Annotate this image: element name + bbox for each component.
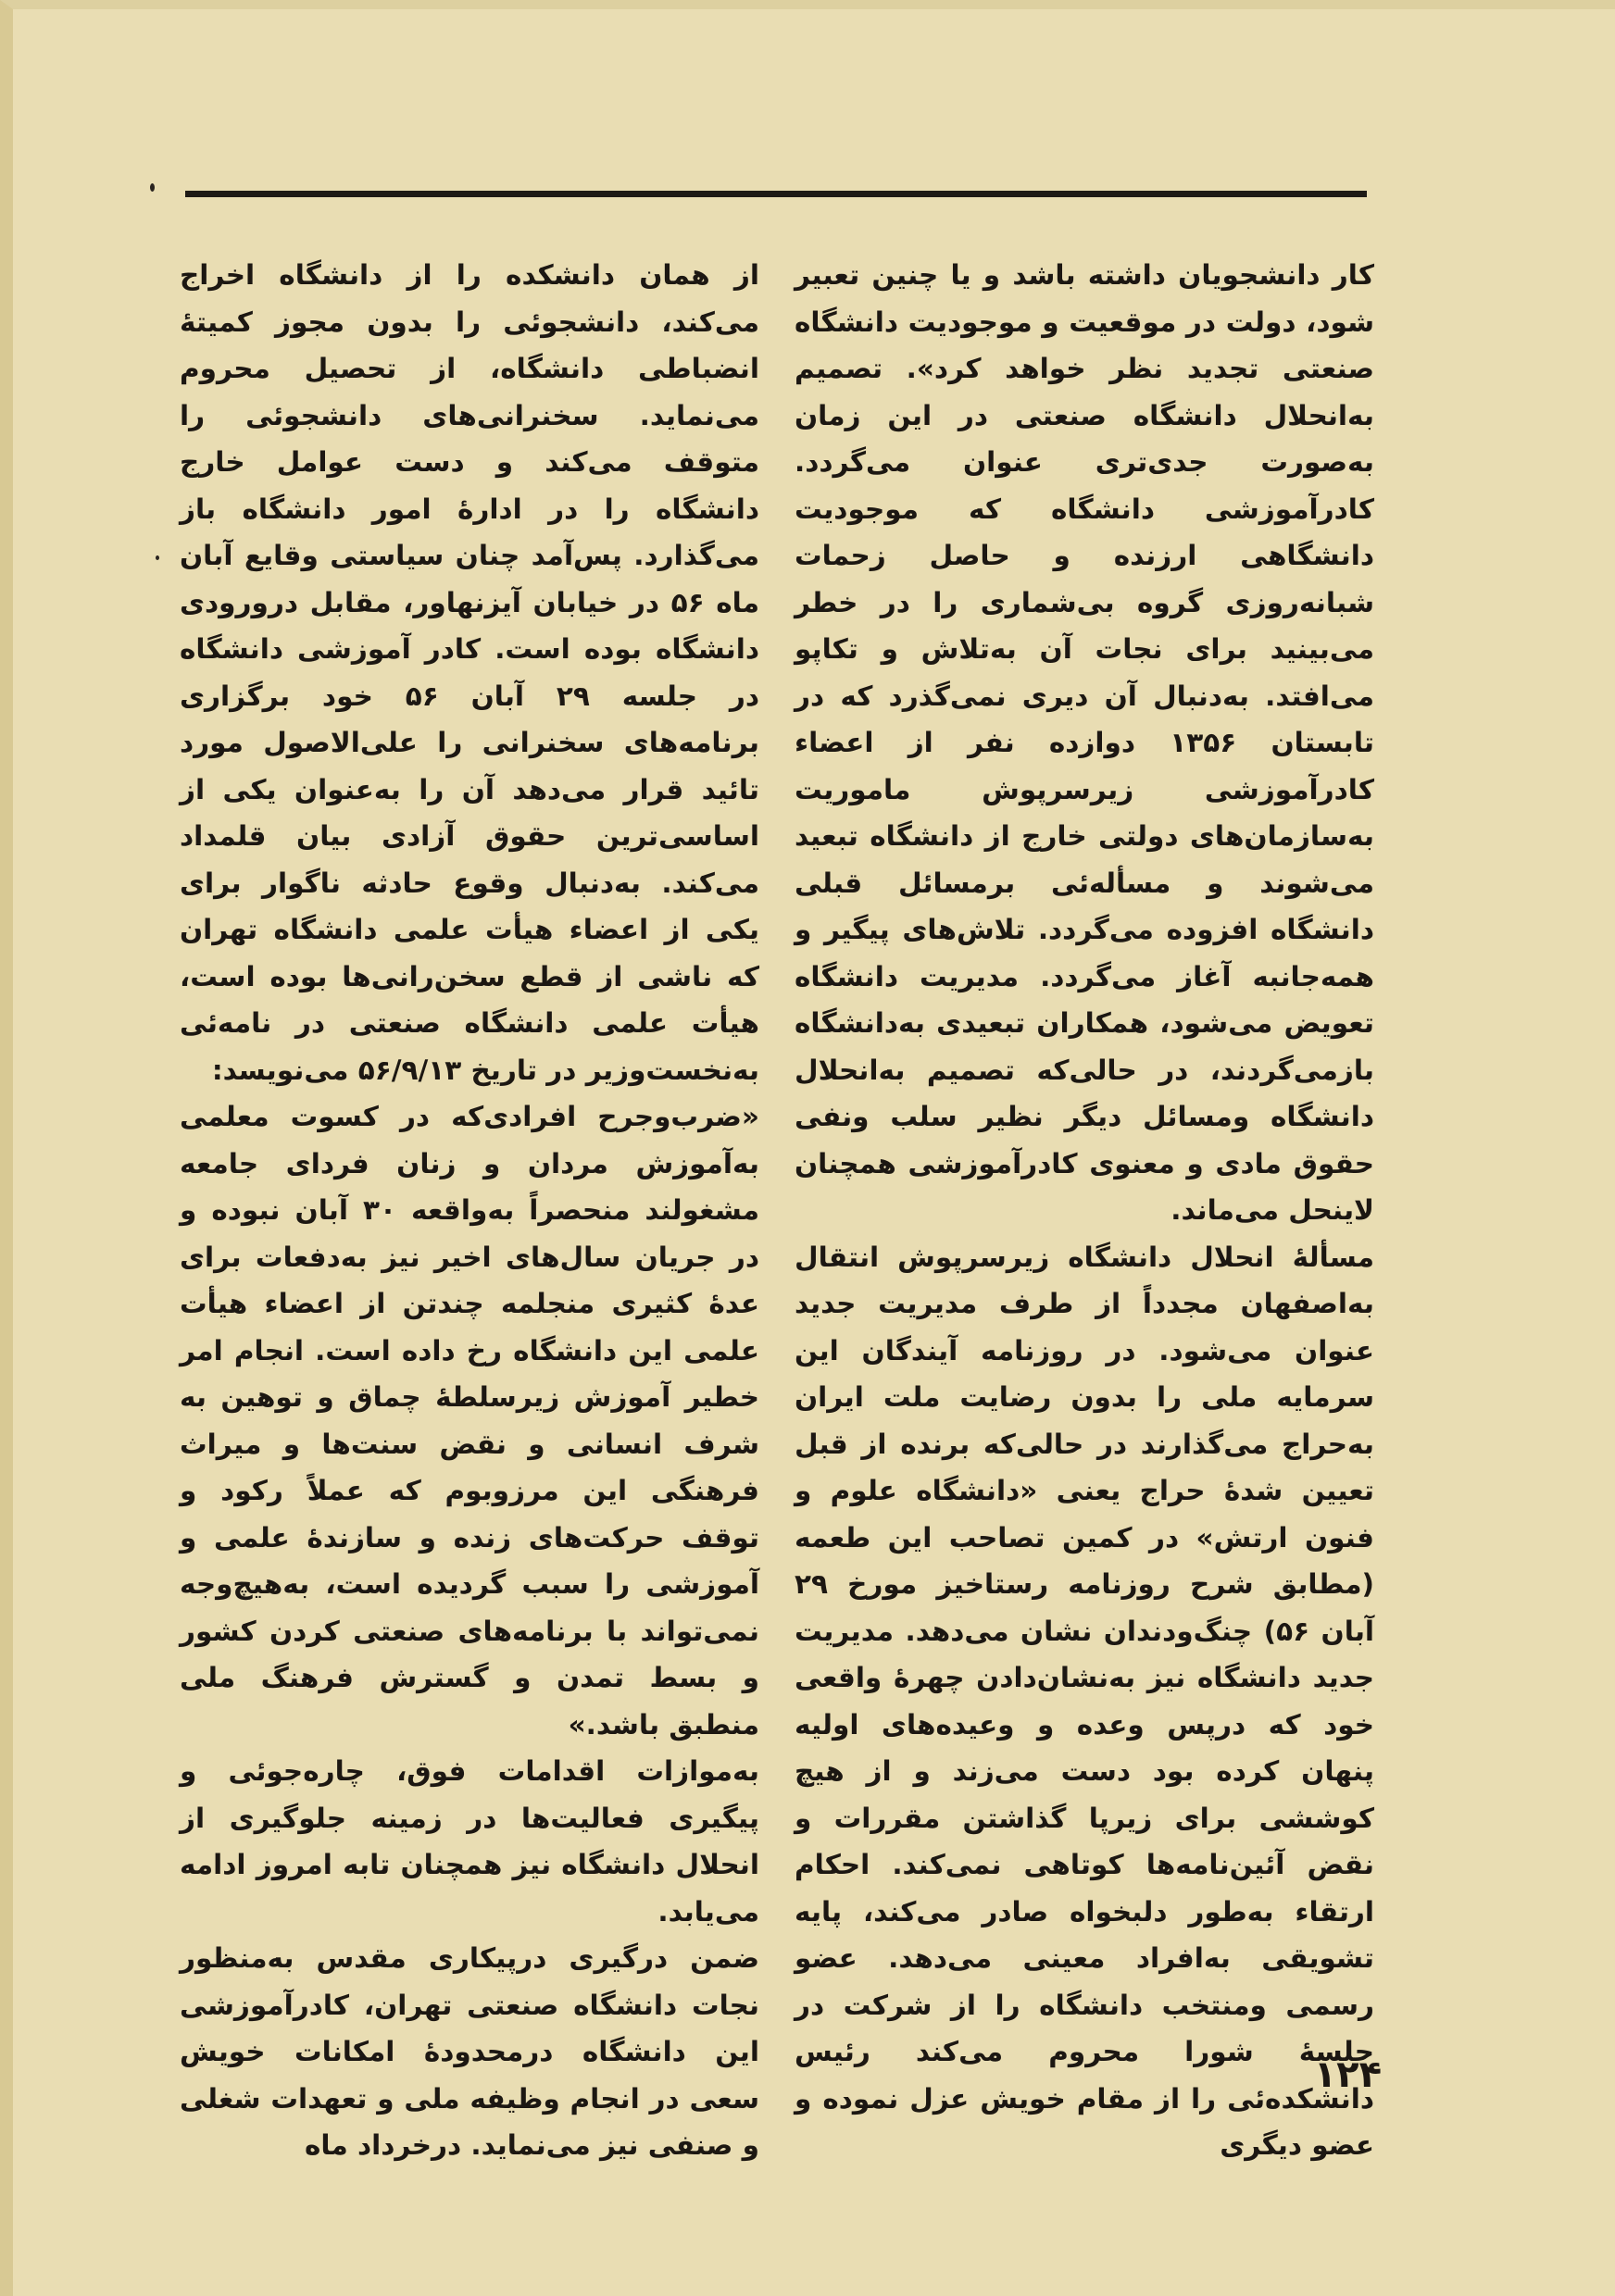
left-paragraph-4: ضمن درگیری درپیکاری مقدس به‌منظور نجات دانشگاه صنعتی تهران، کادرآموزشی این دانشگاه درمحدودهٔ امکانات خویش سعی در انجام وظیفه ملی و تعهدات شغلی و صنفی نیز می‌نماید. درخرداد ماه — [180, 1942, 759, 2161]
left-column — [180, 252, 759, 2161]
page-number: ۱۲۴ — [1313, 2053, 1382, 2096]
left-quote-paragraph: «ضرب‌وجرح افرادی‌که در کسوت معلمی به‌آموزش مردان و زنان فردای جامعه مشغولند منحصراً به‌واقعه ۳۰ آبان نبوده و در جریان سال‌های اخیر نیز به‌دفعات برای عدهٔ کثیری منجلمه چندتن از اعضاء هیأت علمی این دانشگاه رخ داده است. انجام امر خطیر آموزش زیرسلطهٔ چماق و توهین به شرف انسانی و نقض سنت‌ها و میراث فرهنگی این مرزوبوم که عملاً رکود و توقف حرکت‌های زنده و سازندهٔ علمی و آموزشی را سبب گردیده است، به‌هیچ‌وجه نمی‌تواند با برنامه‌های صنعتی کردن کشور و بسط تمدن و گسترش فرهنگ ملی منطبق باشد.» — [180, 1101, 759, 1741]
header-rule — [185, 191, 1367, 197]
left-paragraph-3: به‌موازات اقدامات فوق، چاره‌جوئی و پیگیری فعالیت‌ها در زمینه جلوگیری از انحلال دانشگاه نیز همچنان تابه امروز ادامه می‌یابد. — [180, 1755, 759, 1928]
ink-speck — [150, 183, 155, 192]
ink-speck — [156, 555, 159, 560]
right-paragraph-1: کار دانشجویان داشته باشد و یا چنین تعبیر شود، دولت در موقعیت و موجودیت دانشگاه صنعتی تجدید نظر خواهد کرد». تصمیم به‌انحلال دانشگاه صنعتی در این زمان به‌صورت جدی‌تری عنوان می‌گردد. کادرآموزشی دانشگاه که موجودیت دانشگاهی ارزنده و حاصل زحمات شبانه‌روزی گروه بی‌شماری را در خطر می‌بینید برای نجات آن به‌تلاش و تکاپو می‌افتد. به‌دنبال آن دیری نمی‌گذرد که در تابستان ۱۳۵۶ دوازده نفر از اعضاء کادرآموزشی زیرسرپوش ماموریت به‌سازمان‌های دولتی خارج از دانشگاه تبعید می‌شوند و مسأله‌ئی برمسائل قبلی دانشگاه افزوده می‌گردد. تلاش‌های پیگیر و همه‌جانبه آغاز می‌گردد. مدیریت دانشگاه تعویض می‌شود، همکاران تبعیدی به‌دانشگاه بازمی‌گردند، در حالی‌که تصمیم به‌انحلال دانشگاه ومسائل دیگر نظیر سلب ونفی حقوق مادی و معنوی کادرآموزشی همچنان لاینحل می‌ماند. — [795, 259, 1374, 1226]
left-paragraph-1: از همان دانشکده را از دانشگاه اخراج می‌کند، دانشجوئی را بدون مجوز کمیتهٔ انضباطی دانشگاه، از تحصیل محروم می‌نماید. سخنرانی‌های دانشجوئی را متوقف می‌کند و دست عوامل خارج دانشگاه را در ادارهٔ امور دانشگاه باز می‌گذارد. پس‌آمد چنان سیاستی وقایع آبان ماه ۵۶ در خیابان آیزنهاور، مقابل درورودی دانشگاه بوده است. کادر آموزشی دانشگاه در جلسه ۲۹ آبان ۵۶ خود برگزاری برنامه‌های سخنرانی را علی‌الاصول مورد تائید قرار می‌دهد آن را به‌عنوان یکی از اساسی‌ترین حقوق آزادی بیان قلمداد می‌کند. به‌دنبال وقوع حادثه ناگوار برای یکی از اعضاء هیأت علمی دانشگاه تهران که ناشی از قطع سخن‌رانی‌ها بوده است، هیأت علمی دانشگاه صنعتی در نامه‌ئی به‌نخست‌وزیر در تاریخ ۵۶/۹/۱۳ می‌نویسد: — [180, 259, 759, 1086]
right-paragraph-2: مسألهٔ انحلال دانشگاه زیرسرپوش انتقال به‌اصفهان مجدداً از طرف مدیریت جدید عنوان می‌شود. در روزنامه آیندگان این سرمایه ملی را بدون رضایت ملت ایران به‌حراج می‌گذارند در حالی‌که برنده از قبل تعیین شدهٔ حراج یعنی «دانشگاه علوم و فنون ارتش» در کمین تصاحب این طعمه (مطابق شرح روزنامه رستاخیز مورخ ۲۹ آبان ۵۶) چنگ‌ودندان نشان می‌دهد. مدیریت جدید دانشگاه نیز به‌نشان‌دادن چهرهٔ واقعی خود که درپس وعده و وعیده‌های اولیه پنهان کرده بود دست می‌زند و از هیچ کوششی برای زیرپا گذاشتن مقررات و نقض آئین‌نامه‌ها کوتاهی نمی‌کند. احکام ارتقاء به‌طور دلبخواه صادر می‌کند، پایه تشویقی به‌افراد معینی می‌دهد. عضو رسمی ومنتخب دانشگاه را از شرکت در جلسهٔ شورا محروم می‌کند رئیس دانشکده‌ئی را از مقام خویش عزل نموده و عضو دیگری — [795, 1241, 1375, 2161]
